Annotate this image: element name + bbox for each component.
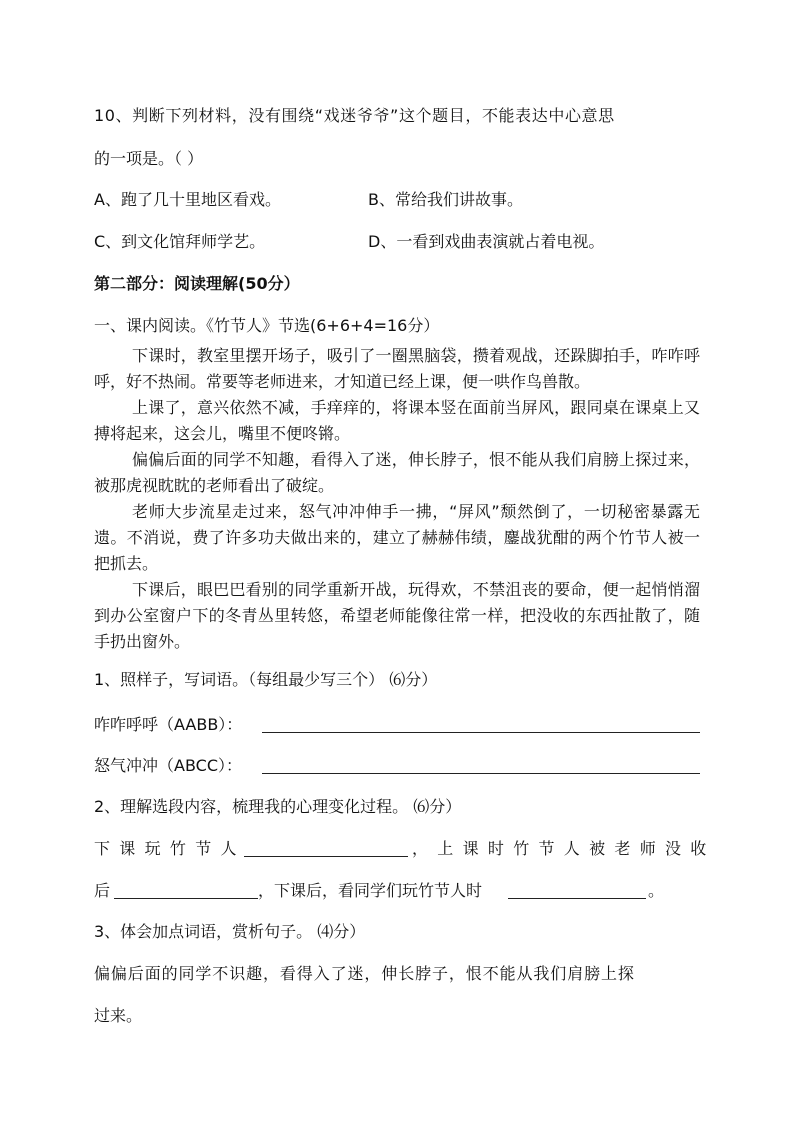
question-1-title: 1、照样子，写词语。（每组最少写三个） ⑹分） xyxy=(94,670,438,689)
question-3-sentence-line-1: 偏偏后面的同学不识趣，看得入了迷，伸长脖子，恨不能从我们肩膀上探 xyxy=(94,964,635,983)
answer-blank-abcc[interactable] xyxy=(262,773,700,774)
question-2-title: 2、理解选段内容，梳理我的心理变化过程。 ⑹分） xyxy=(94,797,462,816)
option-d: D、一看到戏曲表演就占着电视。 xyxy=(368,232,605,251)
passage-paragraph: 下课时，教室里摆开场子，吸引了一圈黑脑袋，攒着观战，还跺脚拍手，咋咋呼呼，好不热闹。常要等老师进来，才知道已经上课，便一哄作鸟兽散。 xyxy=(94,346,700,391)
answer-blank-mood-3[interactable] xyxy=(508,898,646,899)
question-2-row-2-middle: ，下课后，看同学们玩竹节人时 xyxy=(258,881,483,900)
answer-blank-aabb[interactable] xyxy=(262,732,700,733)
question-10-line-1: 10、判断下列材料，没有围绕“戏迷爷爷”这个题目，不能表达中心意思 xyxy=(94,106,615,125)
question-10-line-2: 的一项是。（ ） xyxy=(94,149,204,168)
option-c: C、到文化馆拜师学艺。 xyxy=(94,232,266,251)
question-2-row-2-start: 后 xyxy=(94,881,111,900)
question-2-row-2-end: 。 xyxy=(648,881,665,900)
question-3-title: 3、体会加点词语，赏析句子。 ⑷分） xyxy=(94,922,366,941)
passage-paragraph: 老师大步流星走过来，怒气冲冲伸手一拂，“屏风”颓然倒了，一切秘密暴露无遗。不消说，费了许多功夫做出来的，建立了赫赫伟绩，鏖战犹酣的两个竹节人被一把抓去。 xyxy=(94,502,700,573)
question-3-sentence-line-2: 过来。 xyxy=(94,1006,143,1025)
question-1-row-2-label: 怒气冲冲（ABCC）： xyxy=(94,756,242,775)
option-b: B、常给我们讲故事。 xyxy=(368,190,523,209)
question-1-row-1-label: 咋咋呼呼（AABB）： xyxy=(94,715,243,734)
answer-blank-mood-1[interactable] xyxy=(244,856,408,857)
passage-paragraph: 上课了，意兴依然不减，手痒痒的，将课本竖在面前当屏风，跟同桌在课桌上又搏将起来，这会儿，嘴里不便咚锵。 xyxy=(94,398,700,443)
answer-blank-mood-2[interactable] xyxy=(114,898,258,899)
passage-paragraph: 偏偏后面的同学不知趣，看得入了迷，伸长脖子，恨不能从我们肩膀上探过来，被那虎视眈眈的老师看出了破绽。 xyxy=(94,450,700,495)
option-a: A、跑了几十里地区看戏。 xyxy=(94,190,281,209)
part-2-title: 第二部分：阅读理解(50分） xyxy=(94,274,300,293)
question-2-row-1-start: 下课玩竹节人 xyxy=(94,839,246,858)
section-1-heading: 一、课内阅读。《竹节人》节选(6+6+4=16分） xyxy=(94,316,440,335)
question-2-row-1-end: ，上课时竹节人被老师没收 xyxy=(412,839,716,858)
passage-paragraph: 下课后，眼巴巴看别的同学重新开战，玩得欢，不禁沮丧的要命，便一起悄悄溜到办公室窗户下的冬青丛里转悠，希望老师能像往常一样，把没收的东西扯散了，随手扔出窗外。 xyxy=(94,580,700,651)
reading-passage xyxy=(94,343,700,655)
